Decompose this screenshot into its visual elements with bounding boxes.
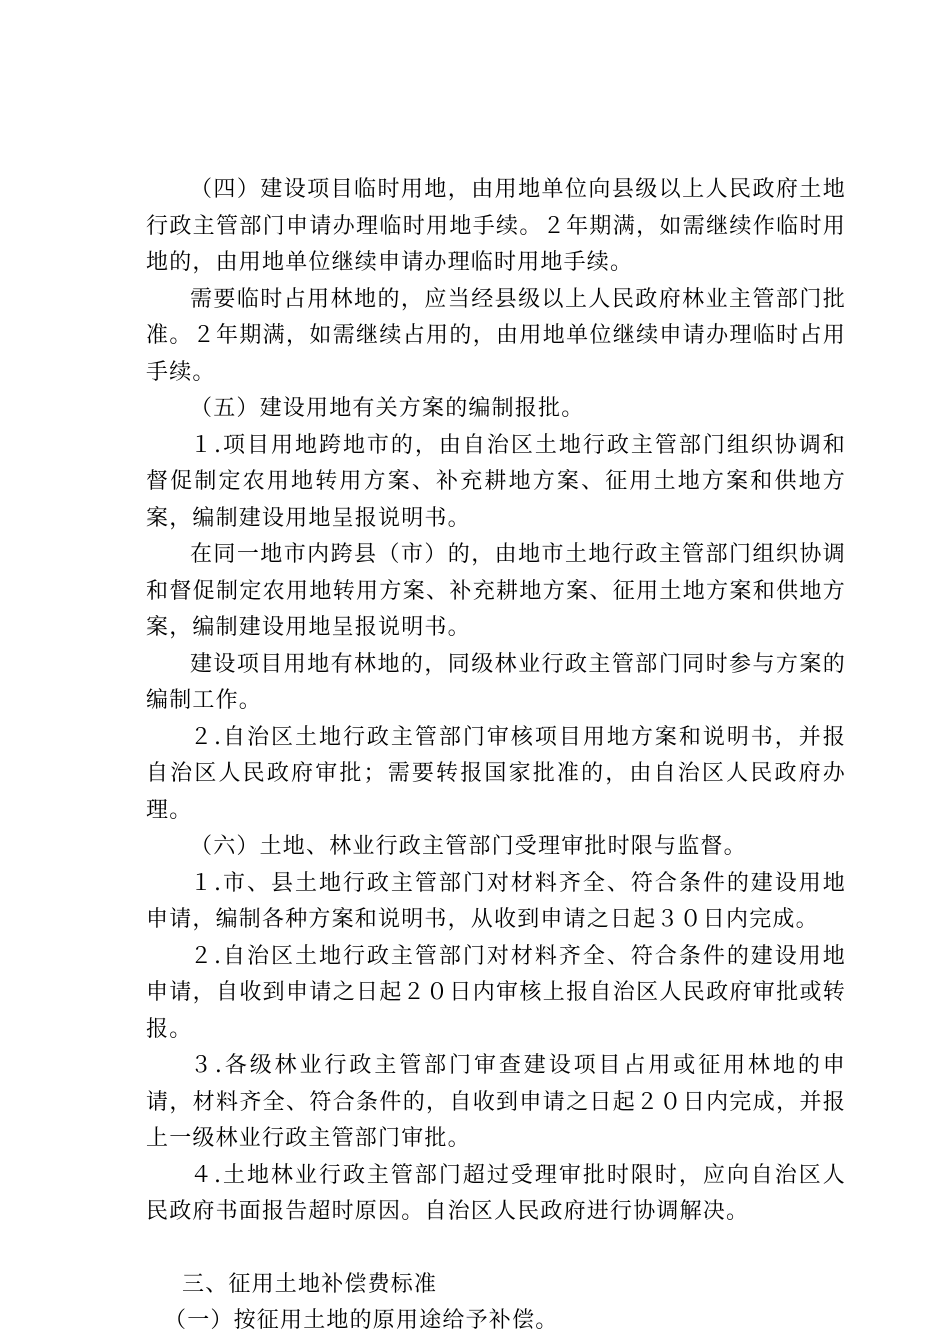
document-body	[146, 172, 846, 1340]
paragraph-time-limit-heading: （六）土地、林业行政主管部门受理审批时限与监督。	[190, 834, 747, 859]
paragraph-city-county-limit: １.市、县土地行政主管部门对材料齐全、符合条件的建设用地申请，编制各种方案和说明书，从收到申请之日起３０日内完成。	[146, 870, 846, 932]
paragraph-forest-temporary: 需要临时占用林地的，应当经县级以上人民政府林业主管部门批准。２年期满，如需继续占用的，由用地单位继续申请办理临时占用手续。	[146, 286, 846, 385]
paragraph-temporary-land: （四）建设项目临时用地，由用地单位向县级以上人民政府土地行政主管部门申请办理临时用地手续。２年期满，如需继续作临时用地的，由用地单位继续申请办理临时用地手续。	[146, 177, 846, 275]
paragraph-plan-heading: （五）建设用地有关方案的编制报批。	[190, 396, 585, 421]
sub-heading: （一）按征用土地的原用途给予补偿。	[164, 1308, 559, 1333]
paragraph-cross-county: 在同一地市内跨县（市）的，由地市土地行政主管部门组织协调和督促制定农用地转用方案、补充耕地方案、征用土地方案和供地方案，编制建设用地呈报说明书。	[146, 542, 846, 640]
paragraph-overtime-report: ４.土地林业行政主管部门超过受理审批时限时，应向自治区人民政府书面报告超时原因。自治区人民政府进行协调解决。	[146, 1162, 846, 1224]
paragraph-forestry-limit: ３.各级林业行政主管部门审查建设项目占用或征用林地的申请，材料齐全、符合条件的，自收到申请之日起２０日内完成，并报上一级林业行政主管部门审批。	[146, 1053, 846, 1151]
paragraph-review-approval: ２.自治区土地行政主管部门审核项目用地方案和说明书，并报自治区人民政府审批；需要转报国家批准的，由自治区人民政府办理。	[146, 724, 846, 823]
section-heading: 三、征用土地补偿费标准	[182, 1271, 438, 1297]
paragraph-cross-city: １.项目用地跨地市的，由自治区土地行政主管部门组织协调和督促制定农用地转用方案、补充耕地方案、征用土地方案和供地方案，编制建设用地呈报说明书。	[146, 432, 846, 531]
paragraph-region-limit: ２.自治区土地行政主管部门对材料齐全、符合条件的建设用地申请，自收到申请之日起２０日内审核上报自治区人民政府审批或转报。	[146, 943, 846, 1042]
paragraph-forest-participation: 建设项目用地有林地的，同级林业行政主管部门同时参与方案的编制工作。	[146, 651, 846, 713]
